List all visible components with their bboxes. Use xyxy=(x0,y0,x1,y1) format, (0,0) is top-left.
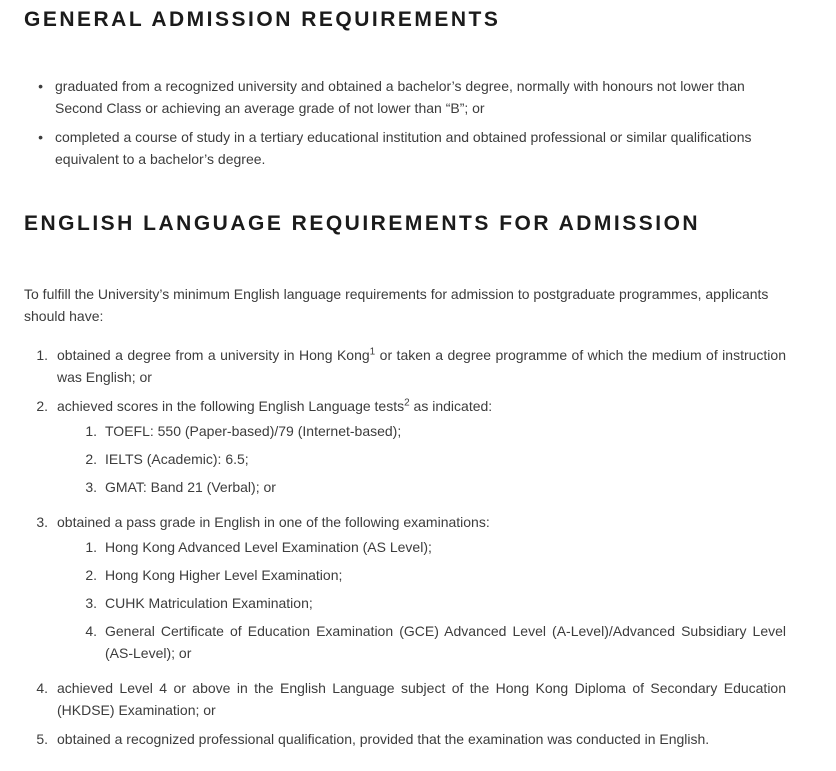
english-requirements-list xyxy=(24,344,786,750)
list-number: 2. xyxy=(36,398,48,414)
sub-list xyxy=(57,420,786,498)
footnote-ref-2: 2 xyxy=(404,397,410,409)
bullet-icon: • xyxy=(38,78,43,94)
sub-item-text: Hong Kong Higher Level Examination; xyxy=(105,567,343,583)
list-item xyxy=(24,344,786,388)
sub-list-item xyxy=(57,592,786,614)
footnote-ref-1: 1 xyxy=(369,346,376,358)
list-item xyxy=(24,728,786,750)
sub-list-item xyxy=(57,420,786,442)
item-text-segment: obtained a degree from a university in Hong Kong xyxy=(57,347,370,363)
list-number: 4. xyxy=(85,623,97,639)
bullet-text: completed a course of study in a tertiary educational institution and obtained professional or similar qualifications equivalent to a bachelor’s degree. xyxy=(55,129,752,167)
list-item xyxy=(24,75,786,119)
list-number: 3. xyxy=(85,479,97,495)
list-item xyxy=(24,677,786,721)
bullet-icon: • xyxy=(38,129,43,145)
list-number: 1. xyxy=(85,423,97,439)
list-item xyxy=(24,395,786,504)
list-number: 5. xyxy=(36,731,48,747)
list-number: 4. xyxy=(36,680,48,696)
sub-list xyxy=(57,536,786,664)
heading-general-admission-requirements: GENERAL ADMISSION REQUIREMENTS xyxy=(24,8,501,31)
list-item xyxy=(24,511,786,670)
list-item-text xyxy=(57,344,786,388)
list-item-text: obtained a recognized professional qualification, provided that the examination was conducted in English. xyxy=(57,731,710,747)
sub-list-item xyxy=(57,536,786,558)
intro-paragraph: To fulfill the University’s minimum English language requirements for admission to postgraduate programmes, applicants should have: xyxy=(24,286,769,324)
sub-item-text: TOEFL: 550 (Paper-based)/79 (Internet-based); xyxy=(105,423,402,439)
heading-english-language-requirements: ENGLISH LANGUAGE REQUIREMENTS FOR ADMISSION xyxy=(24,212,701,235)
list-item xyxy=(24,126,786,170)
general-requirements-list xyxy=(24,75,786,170)
sub-item-text: GMAT: Band 21 (Verbal); or xyxy=(105,479,276,495)
sub-list-item xyxy=(57,448,786,470)
list-item-text: achieved Level 4 or above in the English Language subject of the Hong Kong Diploma of Secondary Education (HKDSE) Examination; or xyxy=(57,680,786,718)
sub-item-text: CUHK Matriculation Examination; xyxy=(105,595,313,611)
list-number: 3. xyxy=(36,514,48,530)
list-number: 2. xyxy=(85,451,97,467)
list-number: 2. xyxy=(85,567,97,583)
list-number: 1. xyxy=(85,539,97,555)
list-number: 3. xyxy=(85,595,97,611)
item-text-segment: as indicated: xyxy=(409,398,493,414)
sub-list-item xyxy=(57,620,786,664)
list-item-text: obtained a pass grade in English in one of the following examinations: xyxy=(57,514,490,530)
item-text-segment: or taken a degree programme of which the medium of instruction was English; or xyxy=(57,347,786,385)
list-item-text xyxy=(57,395,786,417)
sub-item-text: Hong Kong Advanced Level Examination (AS Level); xyxy=(105,539,432,555)
item-text-segment: achieved scores in the following English Language tests xyxy=(57,398,405,414)
bullet-text: graduated from a recognized university and obtained a bachelor’s degree, normally with honours not lower than Second Class or achieving an average grade of not lower than “B”; or xyxy=(55,78,745,116)
sub-item-text: IELTS (Academic): 6.5; xyxy=(105,451,249,467)
sub-item-text: General Certificate of Education Examination (GCE) Advanced Level (A-Level)/Advanced Subsidiary Level (AS-Level); or xyxy=(105,623,786,661)
list-number: 1. xyxy=(36,347,48,363)
sub-list-item xyxy=(57,564,786,586)
sub-list-item xyxy=(57,476,786,498)
